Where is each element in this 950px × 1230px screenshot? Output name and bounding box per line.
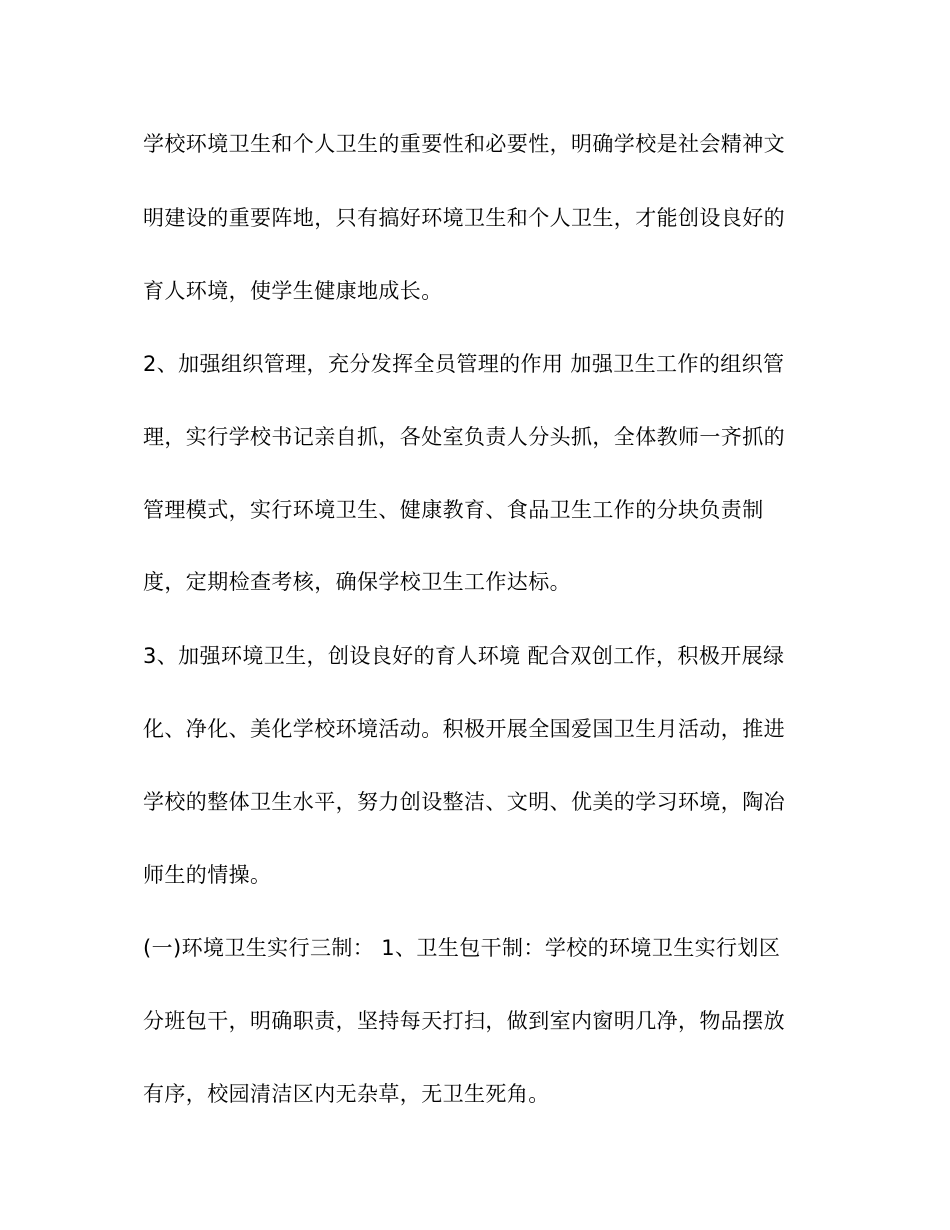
text-line-6: 管理模式，实行环境卫生、健康教育、食品卫生工作的分块负责制 bbox=[143, 498, 764, 522]
text-line-8: 3、加强环境卫生，创设良好的育人环境 配合双创工作，积极开展绿 bbox=[143, 644, 785, 668]
text-line-9: 化、净化、美化学校环境活动。积极开展全国爱国卫生月活动，推进 bbox=[143, 717, 785, 741]
text-line-10: 学校的整体卫生水平，努力创设整洁、文明、优美的学习环境，陶冶 bbox=[143, 790, 785, 814]
text-line-1: 学校环境卫生和个人卫生的重要性和必要性，明确学校是社会精神文 bbox=[143, 132, 785, 156]
text-line-4: 2、加强组织管理，充分发挥全员管理的作用 加强卫生工作的组织管 bbox=[143, 352, 785, 376]
text-line-11: 师生的情操。 bbox=[143, 863, 272, 887]
text-line-7: 度，定期检查考核，确保学校卫生工作达标。 bbox=[143, 570, 571, 594]
text-line-13: 分班包干，明确职责，坚持每天打扫，做到室内窗明几净，物品摆放 bbox=[143, 1009, 785, 1033]
text-line-2: 明建设的重要阵地，只有搞好环境卫生和个人卫生，才能创设良好的 bbox=[143, 206, 785, 230]
text-line-3: 育人环境，使学生健康地成长。 bbox=[143, 279, 443, 303]
text-line-5: 理，实行学校书记亲自抓，各处室负责人分头抓，全体教师一齐抓的 bbox=[143, 425, 785, 449]
text-line-12: (一)环境卫生实行三制： 1、卫生包干制：学校的环境卫生实行划区 bbox=[143, 936, 781, 960]
text-line-14: 有序，校园清洁区内无杂草，无卫生死角。 bbox=[143, 1082, 550, 1106]
